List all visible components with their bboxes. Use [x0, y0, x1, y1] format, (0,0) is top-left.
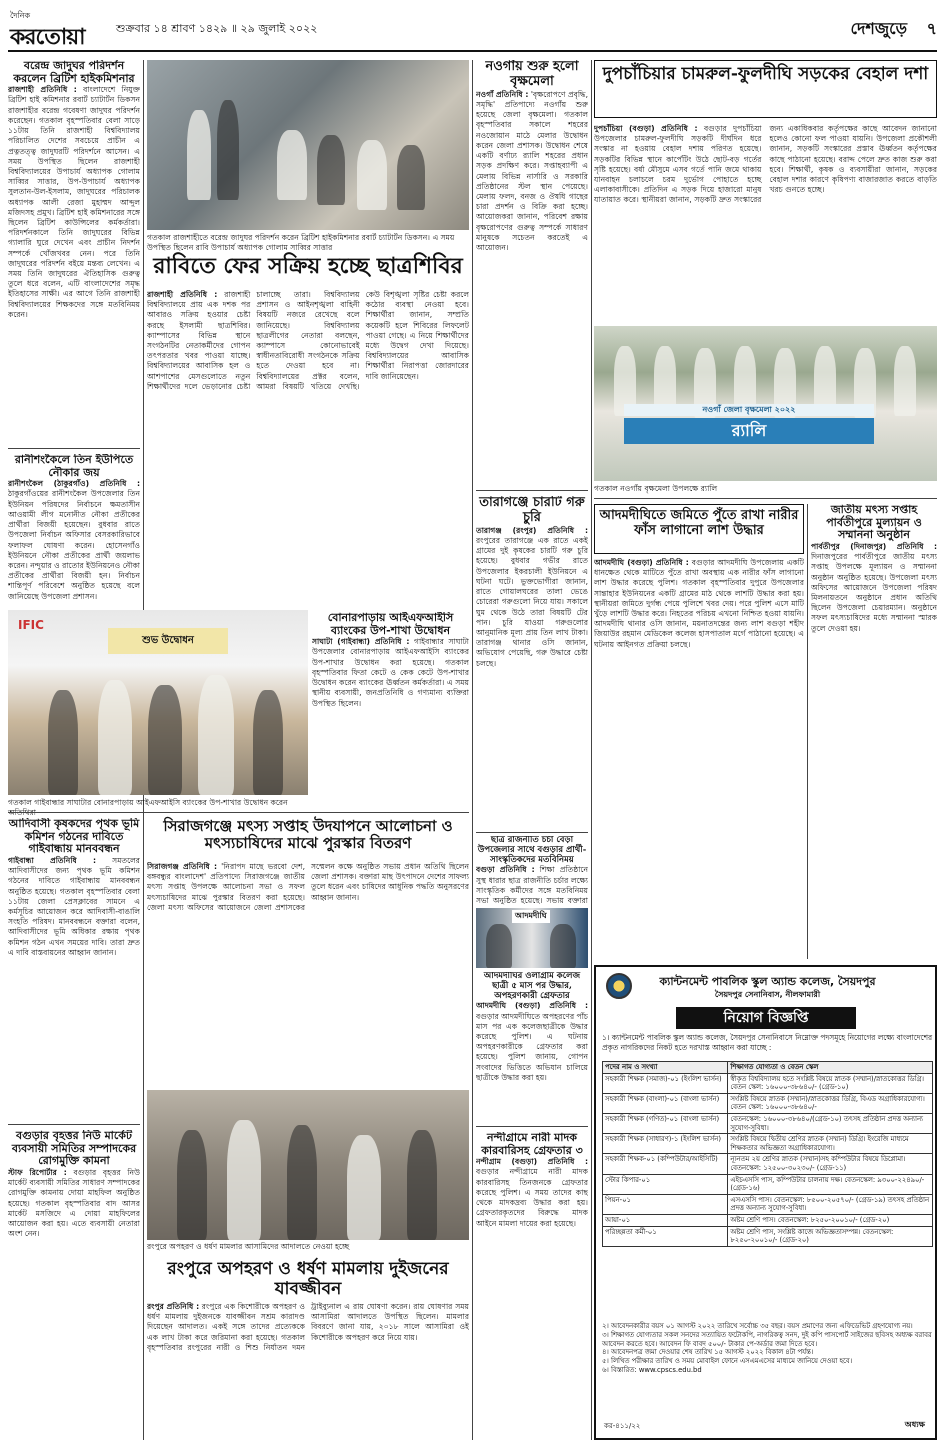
divider	[594, 498, 937, 499]
headline: রাবিতে ফের সক্রিয় হচ্ছে ছাত্রশিবির	[153, 253, 463, 279]
ad-intro: ১। ক্যান্টনমেন্ট পাবলিক স্কুল অ্যান্ড কলেজ, সৈয়দপুর সেনানিবাসে নিম্নোক্ত পদসমূহে নিয়োগের লক্ষ্যে বাংলাদেশের প্রকৃত নাগরিকদের নিকট হতে দরখাস্ত আহ্বান করা যাচ্ছে :	[602, 1033, 933, 1052]
headline: রানীশংকৈলে তিন ইউপিতে নৌকার জয়	[14, 454, 134, 479]
article-body: 'বৃক্ষরোপণে প্রবৃদ্ধি, সমৃদ্ধি' প্রতিপাদ্যে নওগাঁয় শুরু হয়েছে জেলা বৃক্ষমেলা। গতকাল বৃহস্পতিবার সকালে শহরের নওজোয়ান মাঠে মেলার উদ্বোধন করেন জেলা প্রশাসক। উদ্বোধন শেষে একটি বর্ণাঢ্য র‌্যালি শহরের প্রধান সড়ক প্রদক্ষিণ করে। সপ্তাহব্যাপী এ মেলায় বিভিন্ন নার্সারি ও সরকারি প্রতিষ্ঠানের স্টল স্থান পেয়েছে। মেলায় ফলদ, বনজ ও ঔষধি গাছের চারা প্রদর্শন ও বিক্রি করা হচ্ছে। আয়োজকরা জানান, পরিবেশ রক্ষায় বৃক্ষরোপণের গুরুত্ব সম্পর্কে সাধারণ মানুষকে সচেতন করতেই এ আয়োজন।	[476, 89, 588, 252]
column-header: শিক্ষাগত যোগ্যতা ও বেতন স্কেল	[728, 1062, 933, 1074]
photo-caption: গতকাল রাজশাহীতে বরেন্দ্র জাদুঘর পরিদর্শন করেন ব্রিটিশ হাইকমিশনার রবার্ট চ্যাটার্টন ডিকসন। এ সময় উপস্থিত ছিলেন রাবি উপাচার্য অধ্যাপক গোলাম সাব্বির সাত্তার	[147, 233, 455, 252]
table-row	[603, 1113, 933, 1133]
person-figure	[198, 675, 234, 795]
person-figure	[486, 924, 512, 968]
column-rule	[591, 60, 592, 1440]
post-name: স্টোর কিপার-০১	[603, 1174, 728, 1194]
article-body: সমতলের আদিবাসীদের জন্য পৃথক ভূমি কমিশন গঠনের দাবিতে গাইবান্ধায় মানববন্ধন অনুষ্ঠিত হয়েছে। গতকাল বৃহস্পতিবার বেলা ১১টায় জেলা প্রেসক্লাবের সামনে এ কর্মসূচির আয়োজন করে আদিবাসী-বাঙালি সংহতি পরিষদ। মানববন্ধনে বক্তারা বলেন, আদিবাসীদের ভূমি অধিকার রক্ষায় পৃথক কমিশন গঠন এখন সময়ের দাবি। তারা দ্রুত এ দাবি বাস্তবায়নের আহ্বান জানান।	[8, 855, 140, 957]
byline: স্টাফ রিপোর্টার :	[8, 1167, 67, 1177]
headline: জাতীয় মৎস্য সপ্তাহ পার্বতীপুরে মুল্যায়ন ও সম্মাননা অনুষ্ঠান	[826, 504, 922, 542]
table-row	[603, 1134, 933, 1154]
ad-note: ৪। আবেদনপত্র জমা দেওয়ার শেষ তারিখ ১৫ আগস্ট ২০২২ বিকাল ৪টা পর্যন্ত।	[602, 1348, 814, 1357]
divider	[476, 832, 588, 833]
post-name: সহকারী শিক্ষক-০১ (কম্পিউটার/আইসিটি)	[603, 1154, 728, 1174]
jobs-table	[602, 1061, 933, 1247]
ad-reference: কর-৪১১/২২	[604, 1422, 641, 1430]
photo-tree-fair-rally	[594, 326, 937, 481]
byline: বগুড়া প্রতিনিধি :	[476, 865, 535, 875]
article-body: রংপুরে এক কিশোরীকে অপহরণ ও ধর্ষণ মামলায় দুইজনকে যাবজ্জীবন সশ্রম কারাদণ্ড দিয়েছেন আদালত। একই সঙ্গে তাদের প্রত্যেককে এক লাখ টাকা করে জরিমানা করা হয়েছে। গতকাল বৃহস্পতিবার রংপুরের নারী ও শিশু নির্যাতন দমন ট্রাইব্যুনাল এ রায় ঘোষণা করেন। রায় ঘোষণার সময় আসামিরা আদালতে উপস্থিত ছিলেন। মামলার বিবরণে জানা যায়, ২০১৮ সালে আসামিরা ওই কিশোরীকে অপহরণ করে নিয়ে যায়।	[147, 1302, 469, 1352]
article-a3	[147, 290, 469, 608]
article-a6	[594, 558, 804, 958]
byline: আদমদীঘি (বগুড়া) প্রতিনিধি :	[476, 1001, 588, 1011]
headline: দুপচাঁচিয়ার চামরুল-ফুলদীঘি সড়কের বেহাল দশা	[602, 64, 929, 84]
table-row	[603, 1073, 933, 1093]
table-row	[603, 1214, 933, 1226]
photo-caption: গতকাল গাইবান্ধার সাঘাটার বোনারপাড়ায় আইএফআইসি ব্যাংকের উপ-শাখার উদ্বোধন করেন	[8, 798, 288, 807]
headline: আদিবাসী কৃষকদের পৃথক ভূমি কমিশন গঠনের দাবিতে গাইবান্ধায় মানববন্ধন	[8, 818, 140, 856]
divider	[8, 448, 140, 449]
headline: আদমদীঘিতে জমিতে পুঁতে রাখা নারীর ফাঁস লাগানো লাশ উদ্ধার	[599, 508, 799, 538]
article-body: 'নিরাপদ মাছে ভরবো দেশ, বঙ্গবন্ধুর বাংলাদেশ' প্রতিপাদ্যে সিরাজগঞ্জে জাতীয় মৎস্য সপ্তাহ উপলক্ষে আলোচনা সভা ও সফল মৎস্যচাষিদের মাঝে পুরস্কার বিতরণ করা হয়েছে। জেলা মৎস্য অফিসের আয়োজনে জেলা প্রশাসকের সম্মেলন কক্ষে অনুষ্ঠিত সভায় প্রধান অতিথি ছিলেন জেলা প্রশাসক। বক্তারা মাছ উৎপাদনে দেশের সাফল্য তুলে ধরেন এবং চাষিদের আধুনিক পদ্ধতি অনুসরণের আহ্বান জানান।	[147, 862, 469, 912]
post-requirement: এইচএসসি পাস, কম্পিউটার চালনায় দক্ষ। বেতনস্কেল: ৯৩০০-২২৪৯০/- (গ্রেড-১৬)	[728, 1174, 933, 1194]
column-rule	[472, 60, 473, 1440]
headline: বগুড়ার বৃহত্তর নিউ মার্কেট ব্যবসায়ী সমিতির সম্পাদকের রোগমুক্তি কামনা	[11, 1130, 137, 1168]
person-figure	[407, 1130, 437, 1240]
ific-sign: IFIC	[18, 618, 44, 632]
article-a16	[476, 1132, 588, 1440]
post-requirement: সংশ্লিষ্ট বিষয়ে স্নাতক (সম্মান)/স্নাতকোত্তর ডিগ্রি, বিএড অগ্রাধিকারযোগ্য। বেতন স্কেল: ১৬০০০-৩৮৬৪০/-	[728, 1093, 933, 1113]
byline: রাজশাহী প্রতিনিধি :	[8, 85, 77, 95]
article-body: বগুড়ার আদমদীঘিতে অপহরণের পাঁচ মাস পর এক কলেজছাত্রীকে উদ্ধার করেছে পুলিশ। এ ঘটনায় অপহরণকারীকে গ্রেফতার করা হয়েছে। পুলিশ জানায়, গোপন সংবাদের ভিত্তিতে অভিযান চালিয়ে ছাত্রীকে উদ্ধার করা হয়।	[476, 1011, 588, 1082]
table-row	[603, 1174, 933, 1194]
job-advertisement	[594, 965, 937, 1440]
table-row	[603, 1093, 933, 1113]
post-requirement: এসএসসি পাস। বেতনস্কেল: ৮৫০০-২০৫৭০/- (গ্রেড-১৯) তৎসহ প্রতিষ্ঠান প্রদত্ত অন্যান্য সুযোগ-সুবিধা।	[728, 1194, 933, 1214]
ad-banner: নিয়োগ বিজ্ঞপ্তি	[676, 1007, 856, 1029]
byline: আদমদীঘি (বগুড়া) প্রতিনিধি :	[594, 558, 689, 567]
photo-caption: রংপুরে অপহরণ ও ধর্ষণ মামলার আসামিদের আদালতে নেওয়া হচ্ছে	[147, 1242, 350, 1251]
banner-subtitle: নওগাঁ জেলা বৃক্ষমেলা ২০২২	[624, 404, 874, 416]
person-figure	[277, 130, 307, 200]
article-body: বগুড়ার আদমদীঘি উপজেলায় একটি ধানক্ষেত থেকে মাটিতে পুঁতে রাখা অবস্থায় এক নারীর ফাঁস লাগানো লাশ উদ্ধার করেছে পুলিশ। গতকাল বৃহস্পতিবার দুপুরে উপজেলার সান্তাহার ইউনিয়নের একটি গ্রামের মাঠ থেকে লাশটি উদ্ধার করা হয়। স্থানীয়রা জমিতে দুর্গন্ধ পেয়ে পুলিশে খবর দেয়। পরে পুলিশ এসে মাটি খুঁড়ে লাশটি উদ্ধার করে। নিহতের পরিচয় এখনো নিশ্চিত হওয়া যায়নি। আদমদীঘি থানার ওসি জানান, ময়নাতদন্তের জন্য লাশ বগুড়া শহীদ জিয়াউর রহমান মেডিকেল কলেজ হাসপাতাল মর্গে পাঠানো হয়েছে। এ ঘটনায় আইনগত প্রক্রিয়া চলছে।	[594, 558, 804, 649]
article-a5	[594, 124, 937, 322]
article-a15	[476, 972, 588, 1122]
post-requirement: ন্যূনতম ২য় শ্রেণির স্নাতক (সম্মান)সহ কম্পিউটার বিষয়ে ডিপ্লোমা। বেতনস্কেল: ১২৫০০-৩০২৩০/- (গ্রেড-১১)	[728, 1154, 933, 1174]
person-figure	[148, 685, 182, 795]
person-figure	[48, 690, 78, 795]
article-body: বগুড়ার নন্দীগ্রামে নারী মাদক কারবারিসহ তিনজনকে গ্রেফতার করেছে পুলিশ। এ সময় তাদের কাছ থেকে মাদকদ্রব্য উদ্ধার করা হয়। গ্রেফতারকৃতদের বিরুদ্ধে মাদক আইনে মামলা দায়ের করা হয়েছে।	[476, 1167, 588, 1228]
dateline: শুক্রবার ১৪ শ্রাবণ ১৪২৯ ॥ ২৯ জুলাই ২০২২	[116, 22, 318, 35]
post-requirement: অষ্টম শ্রেণি পাস। বেতনস্কেল: ৮২৫০-২০০১০/- (গ্রেড-২০)	[728, 1214, 933, 1226]
post-name: পরিচ্ছন্নতা কর্মী-০১	[603, 1226, 728, 1246]
article-a9	[312, 612, 469, 802]
table-row	[603, 1226, 933, 1246]
article-a8	[476, 496, 588, 826]
byline: নন্দীগ্রাম (বগুড়া) প্রতিনিধি :	[476, 1157, 588, 1167]
person-figure	[217, 100, 239, 200]
ad-subtitle: সৈয়দপুর সেনানিবাস, নীলফামারী	[714, 990, 821, 999]
headline-box	[594, 504, 804, 554]
post-name: আয়া-০১	[603, 1214, 728, 1226]
person-figure	[317, 135, 345, 205]
article-body: শিক্ষা প্রতিষ্ঠানে সুস্থ ধারার ছাত্র রাজনীতি চর্চার লক্ষ্যে সাংস্কৃতিক কর্মীদের সঙ্গে মতবিনিময় সভা অনুষ্ঠিত হয়েছে। সভায় বক্তারা	[476, 865, 588, 905]
logo-name: করতোয়া	[10, 24, 85, 50]
photo-court	[147, 1090, 469, 1240]
page-number: ৭	[926, 19, 937, 38]
person-figure	[357, 140, 387, 210]
article-a10	[8, 818, 140, 1118]
section-name: দেশজুড়ে	[850, 19, 907, 38]
ad-note: ৬। বিস্তারিত: www.cpscs.edu.bd	[602, 1365, 702, 1374]
article-a11	[147, 862, 469, 1087]
post-requirement: স্বীকৃত বিশ্ববিদ্যালয় হতে সংশ্লিষ্ট বিষয়ে স্নাতক (সম্মান)/স্নাতকোত্তর ডিগ্রি। বেতন স্কেল: ১৬০০০-৩৮৬৪০/- (গ্রেড-১০)	[728, 1073, 933, 1093]
post-requirement: বেতনস্কেল: ১৬০০০-৩৮৬৪০/(গ্রেড-১০) তৎসহ প্রতিষ্ঠান প্রদত্ত অন্যান্য সুযোগ-সুবিধা।	[728, 1113, 933, 1133]
byline: পার্বতীপুর (দিনাজপুর) প্রতিনিধি :	[811, 541, 937, 551]
headline: বরেন্দ্র জাদুঘর পরিদর্শন করলেন ব্রিটিশ হাইকমিশনার	[13, 60, 135, 85]
person-figure	[894, 346, 916, 416]
divider	[476, 1126, 588, 1127]
article-body: দিনাজপুরের পার্বতীপুরে জাতীয় মৎস্য সপ্তাহ উপলক্ষে মূল্যায়ন ও সম্মাননা অনুষ্ঠান অনুষ্ঠিত হয়েছে। উপজেলা মৎস্য অফিসের আয়োজনে উপজেলা পরিষদ মিলনায়তনে অনুষ্ঠানে প্রধান অতিথি ছিলেন উপজেলা চেয়ারম্যান। অনুষ্ঠানে সফল মৎস্যচাষিদের মধ্যে সম্মাননা স্মারক তুলে দেওয়া হয়।	[811, 552, 937, 633]
person-figure	[177, 1130, 207, 1240]
article-a2	[8, 454, 140, 624]
ad-signatory: অধ্যক্ষ	[904, 1420, 925, 1429]
photo-arrest	[476, 908, 588, 968]
column-rule	[807, 504, 808, 959]
article-body: ঠাকুরগাঁওয়ের রানীশংকৈল উপজেলার তিন ইউনিয়ন পরিষদের নির্বাচনে ক্ষমতাসীন আওয়ামী লীগ মনোনীত নৌকা প্রতীকের প্রার্থীরা বিজয়ী হয়েছেন। বুধবার রাতে উপজেলা নির্বাচন অফিসার বেসরকারিভাবে ফলাফল ঘোষণা করেন। হোসেনগাঁও ইউনিয়নে নৌকা প্রতীকের প্রার্থী জয়লাভ করেন। নন্দুয়ার ও রাতোর ইউনিয়নেও নৌকা প্রতীকের প্রার্থীরা বিজয়ী হন। নির্বাচন শান্তিপূর্ণ পরিবেশে অনুষ্ঠিত হয়েছে বলে জানিয়েছে উপজেলা প্রশাসন।	[8, 489, 140, 601]
divider	[476, 490, 588, 491]
photo-badge: আদমদীঘি	[512, 910, 550, 923]
headline: রংপুরে অপহরণ ও ধর্ষণ মামলায় দুইজনের যাবজ্জীবন	[167, 1259, 449, 1299]
article-a12	[147, 1302, 469, 1440]
byline: গাইবান্ধা প্রতিনিধি :	[8, 855, 97, 865]
ad-notes	[602, 1322, 933, 1375]
post-name: সহকারী শিক্ষক (গণিত)-০১ (বাংলা ভার্সন)	[603, 1113, 728, 1133]
article-body: বগুড়ার দুপচাঁচিয়া উপজেলার চামরুল-ফুলদীঘি সড়কটি দীর্ঘদিন ধরে সংস্কার না হওয়ায় বেহাল দশায় পরিণত হয়েছে। সড়কটির বিভিন্ন স্থানে কার্পেটিং উঠে ছোট-বড় গর্তের সৃষ্টি হয়েছে। বর্ষা মৌসুমে এসব গর্তে পানি জমে থাকায় যানবাহন চলাচলে চরম দুর্ভোগ পোহাতে হচ্ছে এলাকাবাসীকে। প্রতিদিন এ সড়ক দিয়ে হাজারো মানুষ যাতায়াত করে। স্থানীয়রা জানান, সড়কটি দ্রুত সংস্কারের জন্য একাধিকবার কর্তৃপক্ষের কাছে আবেদন জানানো হলেও কোনো ফল পাওয়া যায়নি। উপজেলা প্রকৌশলী জানান, সড়কটি সংস্কারের প্রস্তাব ঊর্ধ্বতন কর্তৃপক্ষের কাছে পাঠানো হয়েছে। বরাদ্দ পেলে দ্রুত কাজ শুরু করা হবে। শিক্ষার্থী, কৃষক ও ব্যবসায়ীরা জানান, সড়কের বেহাল দশার কারণে কৃষিপণ্য বাজারজাত করতে বাড়তি খরচ গুনতে হচ্ছে।	[594, 124, 937, 205]
table-row	[603, 1154, 933, 1174]
logo-prefix: দৈনিক	[10, 11, 31, 20]
article-body: রংপুরের তারাগঞ্জে এক রাতে একই গ্রামের দুই কৃষকের চারটি গরু চুরি হয়েছে। বুধবার গভীর রাতে উপজেলার ইকরচালী ইউনিয়নে এ ঘটনা ঘটে। ভুক্তভোগীরা জানান, রাতে গোয়ালঘরের তালা ভেঙে চোরেরা গরুগুলো নিয়ে যায়। সকালে ঘুম থেকে উঠে তারা বিষয়টি টের পান। চুরি যাওয়া গরুগুলোর আনুমানিক মূল্য প্রায় তিন লাখ টাকা। তারাগঞ্জ থানার ওসি জানান, অভিযোগ পেয়েছি, গরু উদ্ধারে চেষ্টা চলছে।	[476, 536, 588, 668]
article-body: বগুড়ার বৃহত্তর নিউ মার্কেট ব্যবসায়ী সমিতির সাধারণ সম্পাদকের রোগমুক্তি কামনায় দোয়া মাহফিল অনুষ্ঠিত হয়েছে। গতকাল বৃহস্পতিবার বাদ আসর মার্কেট মসজিদে এ দোয়া মাহফিলের আয়োজন করা হয়। এতে ব্যবসায়ী নেতারা অংশ নেন।	[8, 1167, 140, 1239]
newspaper-logo	[8, 10, 108, 50]
headline: ছাত্র রাজনীতি চর্চা বেড়া উপজেলার সাথে বগুড়ার প্রার্থী-সাংস্কৃতিকদের মতবিনিময়	[477, 836, 587, 865]
masthead	[8, 8, 937, 52]
person-figure	[397, 145, 425, 210]
headline: আদমদীঘির ওলাগ্রাম কলেজ ছাত্রী ৫ মাস পর উদ্ধার, অপহরণকারী গ্রেফতার	[483, 972, 581, 1001]
person-figure	[187, 110, 211, 200]
headline: বোনারপাড়ায় আইএফআইসি ব্যাংকের উপ-শাখা উদ্বোধন	[327, 612, 454, 637]
byline: রানীশংকৈল (ঠাকুরগাঁও) প্রতিনিধি :	[8, 479, 140, 489]
ad-note: ৩। শিক্ষাগত যোগ্যতার সকল সনদের সত্যায়িত ফটোকপি, নাগরিকত্ব সনদ, দুই কপি পাসপোর্ট সাইজের ছবিসহ অধ্যক্ষ বরাবর আবেদন করতে হবে। আবেদন ফি বাবদ ৫০০/- টাকার পে-অর্ডার জমা দিতে হবে।	[602, 1330, 932, 1348]
person-figure	[287, 1125, 317, 1240]
person-figure	[550, 924, 576, 968]
person-figure	[347, 1135, 381, 1240]
headline: নন্দীগ্রামে নারী মাদক কারবারিসহ গ্রেফতার ৩	[481, 1132, 583, 1157]
byline: রংপুর প্রতিনিধি :	[147, 1302, 200, 1311]
post-name: পিয়ন-০১	[603, 1194, 728, 1214]
byline: তারাগঞ্জ (রংপুর) প্রতিনিধি :	[476, 525, 588, 535]
rally-banner: র‌্যালি	[624, 418, 874, 444]
photo-caption: গতকাল নওগাঁয় বৃক্ষমেলা উপলক্ষে র‌্যালি	[594, 484, 718, 493]
headline: সিরাজগঞ্জে মৎস্য সপ্তাহ উদযাপনে আলোচনা ও মৎস্যচাষিদের মাঝে পুরস্কার বিতরণ	[163, 817, 453, 853]
post-requirement: অষ্টম শ্রেণি পাস, সংশ্লিষ্ট কাজে অভিজ্ঞতাসম্পন্ন। বেতনস্কেল: ৮২৫০-২০০১০/- (গ্রেড-২০)	[728, 1226, 933, 1246]
ad-note: ৫। লিখিত পরীক্ষার তারিখ ও সময় মোবাইল ফোনে এসএমএসের মাধ্যমে জানিয়ে দেওয়া হবে।	[602, 1357, 853, 1366]
article-a13	[8, 1130, 140, 1440]
ad-note: ২। আবেদনকারীর বয়স ০১ আগস্ট ২০২২ তারিখে সর্বোচ্চ ৩৫ বছর। বয়স প্রমাণের জন্য এফিডেভিট গ্রহণযোগ্য নয়।	[602, 1322, 913, 1330]
ad-title: ক্যান্টনমেন্ট পাবলিক স্কুল অ্যান্ড কলেজ, সৈয়দপুর	[659, 975, 876, 988]
article-body: বাংলাদেশে নিযুক্ত ব্রিটিশ হাই কমিশনার রবার্ট চ্যাটার্টন ডিকসন রাজশাহীর বরেন্দ্র গবেষণা জাদুঘর পরিদর্শন করেছেন। গতকাল বৃহস্পতিবার বেলা সাড়ে ১১টায় তিনি রাজশাহী বিশ্ববিদ্যালয় পরিচালিত দেশের সবচেয়ে প্রাচীন এ প্রত্নতত্ত্ব জাদুঘরটি পরিদর্শনে আসেন। এ সময় উপস্থিত ছিলেন রাজশাহী বিশ্ববিদ্যালয়ের উপাচার্য অধ্যাপক গোলাম সাব্বির সাত্তার, উপ-উপাচার্য অধ্যাপক সুলতান-উল-ইসলাম, জাদুঘরের পরিচালক অধ্যাপক আলী রেজা মুহাম্মদ আব্দুল মজিদসহ প্রমুখ। ব্রিটিশ হাই কমিশনারের সঙ্গে ছিলেন ব্রিটিশ কাউন্সিলের কর্মকর্তারা। পরিদর্শনকালে তিনি জাদুঘরের বিভিন্ন গ্যালারি ঘুরে দেখেন এবং প্রাচীন নিদর্শন সম্পর্কে খোঁজখবর নেন। পরে তিনি জাদুঘরের পরিদর্শন বইয়ে মন্তব্য লেখেন। এ সময় তিনি জাদুঘরের ঐতিহাসিক গুরুত্ব তুলে ধরে বলেন, এটি বাংলাদেশের সমৃদ্ধ ইতিহাসের সাক্ষী। এর আগে তিনি রাজশাহী বিশ্ববিদ্যালয়ের শিক্ষকদের সঙ্গে মতবিনিময় করেন।	[8, 85, 140, 319]
photo-museum-visit	[147, 60, 469, 230]
article-a14	[476, 836, 588, 906]
post-name: সহকারী শিক্ষক (সাধারণ)-১ (ইংলিশ ভার্সন)	[603, 1134, 728, 1154]
byline: সিরাজগঞ্জ প্রতিনিধি :	[147, 862, 218, 871]
person-figure	[253, 690, 283, 795]
byline: রাজশাহী প্রতিনিধি :	[147, 290, 218, 299]
photo-bank-opening	[8, 610, 308, 795]
post-requirement: সংশ্লিষ্ট বিষয়ে দ্বিতীয় শ্রেণির স্নাতক (সম্মান) ডিগ্রি। ইংরেজি মাধ্যমে শিক্ষকতার অভিজ্ঞতা অগ্রাধিকারযোগ্য।	[728, 1134, 933, 1154]
article-a4	[476, 60, 588, 485]
opening-banner: শুভ উদ্বোধন	[108, 628, 228, 654]
byline: সাঘাটা (গাইবান্ধা) প্রতিনিধি :	[312, 637, 410, 647]
article-body: রাজশাহী বিশ্ববিদ্যালয়ে প্রায় এক দশক পর আবারও সক্রিয় হওয়ার চেষ্টা করছে ইসলামী ছাত্রশিবির। ক্যাম্পাসের বিভিন্ন স্থানে সংগঠনটির নেতাকর্মীদের গোপন তৎপরতার খবর পাওয়া যাচ্ছে। বিশ্ববিদ্যালয়ের আবাসিক হল ও আশপাশের মেসগুলোতে নতুন শিক্ষার্থীদের দলে ভেড়ানোর চেষ্টা চালাচ্ছে তারা। বিশ্ববিদ্যালয় প্রশাসন ও আইনশৃঙ্খলা বাহিনী বিষয়টি নজরে রেখেছে বলে জানিয়েছে। বিশ্ববিদ্যালয় ছাত্রলীগের নেতারা বলছেন, ক্যাম্পাসে কোনোভাবেই স্বাধীনতাবিরোধী সংগঠনকে সক্রিয় হতে দেওয়া হবে না। বিশ্ববিদ্যালয়ের প্রক্টর বলেন, আমরা বিষয়টি খতিয়ে দেখছি। কেউ বিশৃঙ্খলা সৃষ্টির চেষ্টা করলে কঠোর ব্যবস্থা নেওয়া হবে। শিক্ষার্থীরা জানান, সম্প্রতি কয়েকটি হলে শিবিরের লিফলেট পাওয়া গেছে। এ নিয়ে শিক্ষার্থীদের মধ্যে উদ্বেগ দেখা দিয়েছে। বিশ্ববিদ্যালয়ের আবাসিক শিক্ষার্থীরা নিরাপত্তা জোরদারের দাবি জানিয়েছেন।	[147, 290, 469, 391]
person-figure	[227, 1120, 261, 1240]
article-a1	[8, 60, 140, 445]
byline: দুপচাঁচিয়া (বগুড়া) প্রতিনিধি :	[594, 124, 698, 133]
post-name: সহকারী শিক্ষক (বাংলা)-০১ (বাংলা ভার্সন)	[603, 1093, 728, 1113]
table-row	[603, 1194, 933, 1214]
divider	[8, 812, 469, 813]
article-body: গাইবান্ধার সাঘাটা উপজেলার বোনারপাড়ায় আইএফআইসি ব্যাংকের উপ-শাখার উদ্বোধন করা হয়েছে। গতকাল বৃহস্পতিবার ফিতা কেটে ও কেক কেটে উপ-শাখার উদ্বোধন করেন ব্যাংকের ঊর্ধ্বতন কর্মকর্তারা। এ সময় স্থানীয় ব্যবসায়ী, জনপ্রতিনিধি ও গণ্যমান্য ব্যক্তিরা উপস্থিত ছিলেন।	[312, 637, 469, 708]
person-figure	[98, 680, 132, 795]
column-header: পদের নাম ও সংখ্যা	[603, 1062, 728, 1074]
divider	[8, 1124, 140, 1125]
headline-box	[594, 60, 937, 118]
article-a7	[811, 504, 937, 959]
post-name: সহকারী শিক্ষক (সমাজ)-০১ (ইংলিশ ভার্সন)	[603, 1073, 728, 1093]
headline: তারাগঞ্জে চারটি গরু চুরি	[479, 496, 585, 525]
byline: নওগাঁ প্রতিনিধি :	[476, 89, 529, 99]
headline: নওগাঁয় শুরু হলো বৃক্ষমেলা	[485, 60, 579, 89]
